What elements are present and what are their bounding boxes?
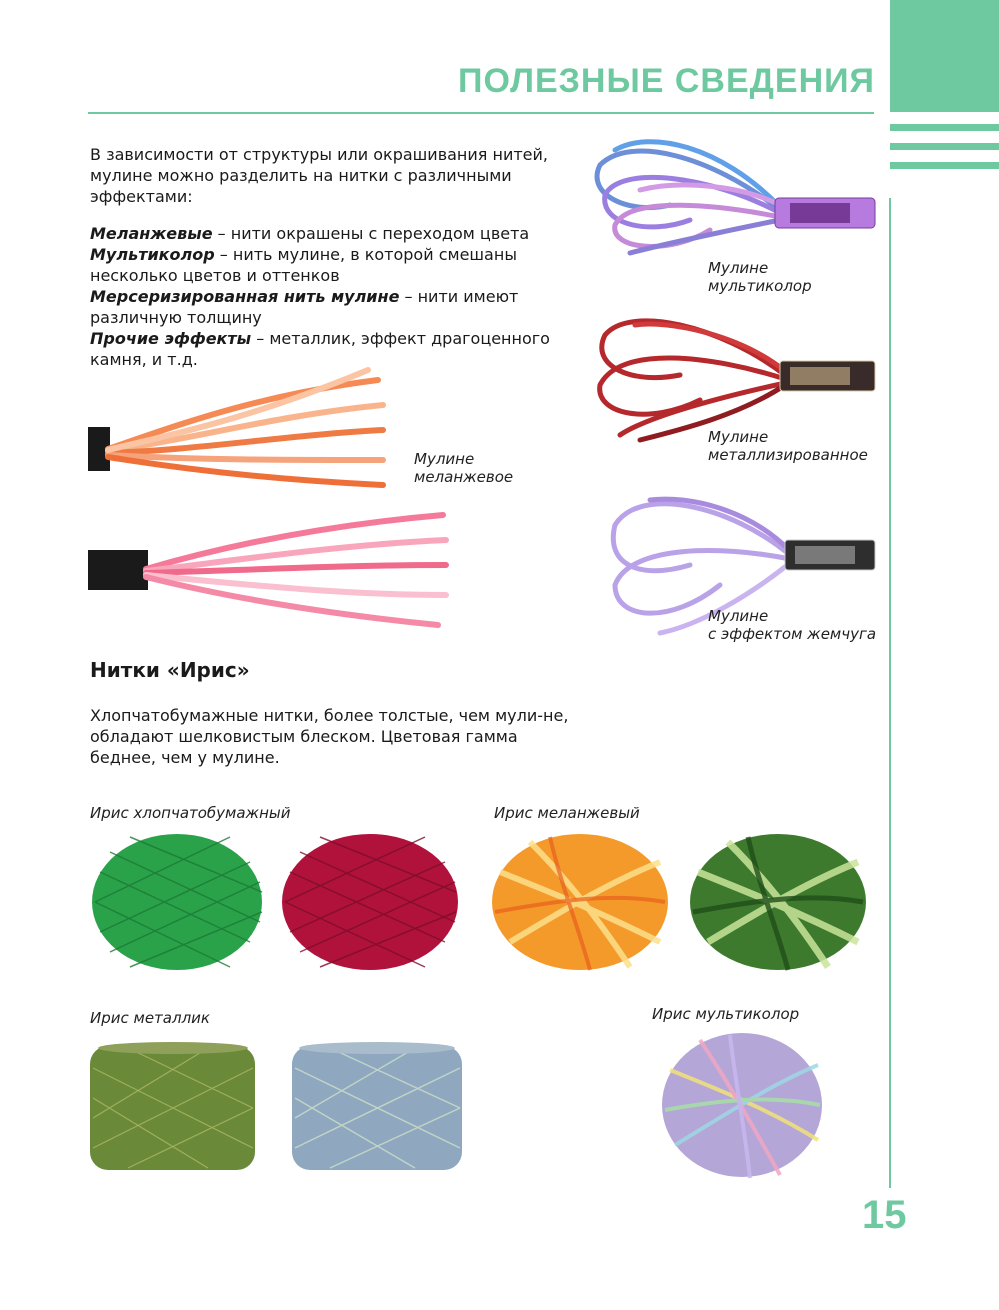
page-title: ПОЛЕЗНЫЕ СВЕДЕНИЯ <box>458 62 875 100</box>
pink-melange-floss-image <box>88 505 458 635</box>
caption-melange <box>414 450 513 486</box>
definition-item <box>90 223 565 244</box>
green-cotton-ball-image <box>90 832 265 972</box>
header-stripe <box>890 162 999 169</box>
definition-text: – нить мулине, в которой смешаны несколько цветов и оттенков <box>90 245 517 285</box>
header-stripe <box>890 143 999 150</box>
metallic-floss-image <box>590 305 890 445</box>
pastel-multicolor-ball-image <box>660 1030 825 1180</box>
caption-line: мультиколор <box>708 277 812 295</box>
definition-term: Прочие эффекты <box>90 329 252 348</box>
orange-melange-ball-image <box>490 832 670 972</box>
label-iris-metallic: Ирис металлик <box>90 1009 210 1027</box>
page-number: 15 <box>862 1193 907 1237</box>
crimson-cotton-ball-image <box>280 832 460 972</box>
definition-text: – нити окрашены с переходом цвета <box>212 224 530 243</box>
caption-multicolor <box>708 259 812 295</box>
caption-line: Мулине <box>708 607 769 625</box>
definition-text: – нити имеют различную толщину <box>90 287 519 327</box>
header-accent-block <box>890 0 999 112</box>
intro-paragraph: В зависимости от структуры или окрашивания нитей, мулине можно разделить на нитки с различными эффектами: <box>90 145 548 206</box>
caption-line: металлизированное <box>708 446 868 464</box>
definition-term: Мерсеризированная нить мулине <box>90 287 400 306</box>
definition-text: – металлик, эффект драгоценного камня, и т.д. <box>90 329 550 369</box>
caption-line: Мулине <box>414 450 475 468</box>
caption-line: меланжевое <box>414 468 514 486</box>
caption-line: Мулине <box>708 428 769 446</box>
definition-item <box>90 328 565 370</box>
definition-term: Мультиколор <box>90 245 215 264</box>
multicolor-floss-image <box>590 135 890 265</box>
caption-metallic <box>708 428 868 464</box>
blue-metallic-spool-image <box>290 1038 465 1178</box>
header-stripe <box>890 124 999 131</box>
orange-melange-floss-image <box>88 365 398 495</box>
label-iris-cotton: Ирис хлопчатобумажный <box>90 804 291 822</box>
definition-term: Меланжевые <box>90 224 213 243</box>
label-iris-melange: Ирис меланжевый <box>494 804 640 822</box>
iris-paragraph: Хлопчатобумажные нитки, более толстые, чем мули-не, обладают шелковистым блеском. Цветовая гамма беднее, чем у мулине. <box>90 706 569 767</box>
header-underline <box>88 112 874 114</box>
definition-item <box>90 244 565 286</box>
definitions-list <box>90 223 565 370</box>
caption-line: с эффектом жемчуга <box>708 625 877 643</box>
caption-pearl <box>708 607 876 643</box>
definition-item <box>90 286 565 328</box>
section-heading: Нитки «Ирис» <box>90 658 250 682</box>
darkgreen-melange-ball-image <box>688 832 868 972</box>
label-iris-multicolor: Ирис мультиколор <box>652 1005 800 1023</box>
caption-line: Мулине <box>708 259 769 277</box>
olive-metallic-spool-image <box>88 1038 258 1178</box>
